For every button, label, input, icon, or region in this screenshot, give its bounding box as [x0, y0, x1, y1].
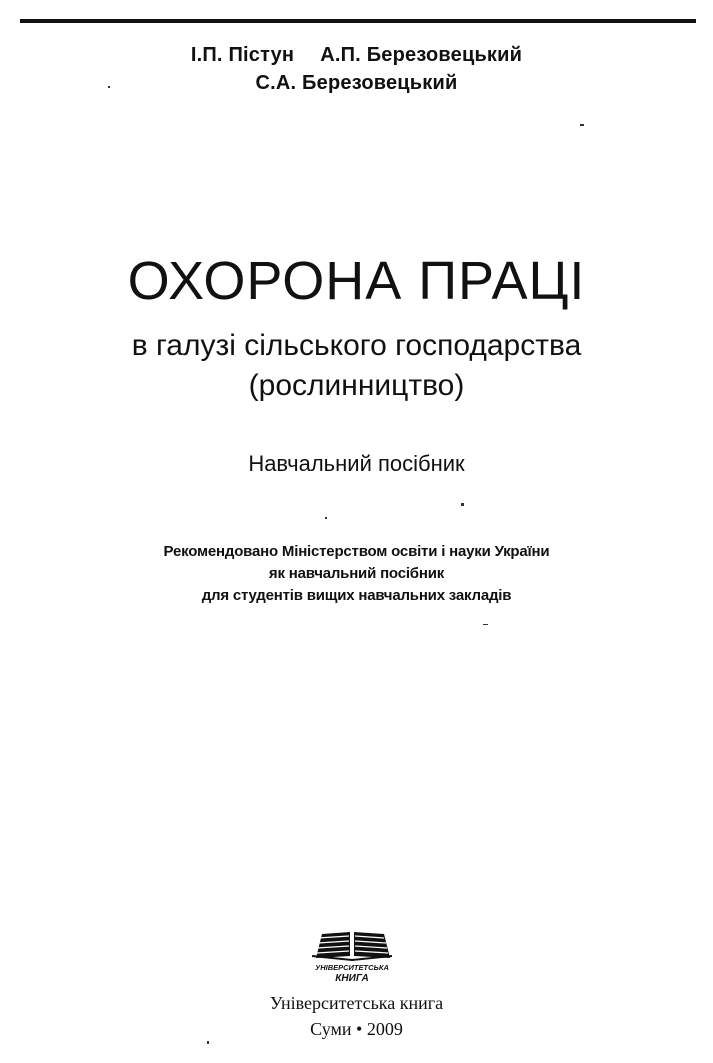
document-type: Навчальний посібник [248, 451, 465, 476]
publisher-logo [300, 926, 404, 986]
scan-speck [580, 124, 584, 126]
authors-line-1 [0, 44, 713, 67]
recommendation-line-2: як навчальний посібник [268, 565, 445, 582]
subtitle-line-1: в галузі сільського господарства [131, 329, 582, 362]
top-rule [20, 19, 696, 23]
scan-speck [325, 517, 327, 519]
scan-speck [108, 86, 110, 88]
subtitle-line-2: (рослинництво) [248, 369, 465, 402]
scan-speck [207, 1041, 209, 1044]
book-title: ОХОРОНА ПРАЦІ [127, 251, 586, 311]
logo-text-bottom: КНИГА [335, 973, 369, 984]
recommendation-line-1: Рекомендовано Міністерством освіти і науки України [163, 543, 550, 560]
scan-speck [483, 624, 488, 625]
logo-text-top: УНІВЕРСИТЕТСЬКА [315, 963, 389, 972]
scan-speck [461, 503, 464, 506]
author-berezovetskyi-ap: А.П. Березовецький [320, 44, 523, 66]
publisher-place-year: Суми • 2009 [310, 1019, 403, 1039]
author-pistun: І.П. Пістун [190, 44, 295, 66]
recommendation-line-3: для студентів вищих навчальних закладів [201, 587, 512, 604]
author-berezovetskyi-sa: С.А. Березовецький [255, 72, 458, 94]
publisher-name: Університетська книга [269, 993, 444, 1013]
